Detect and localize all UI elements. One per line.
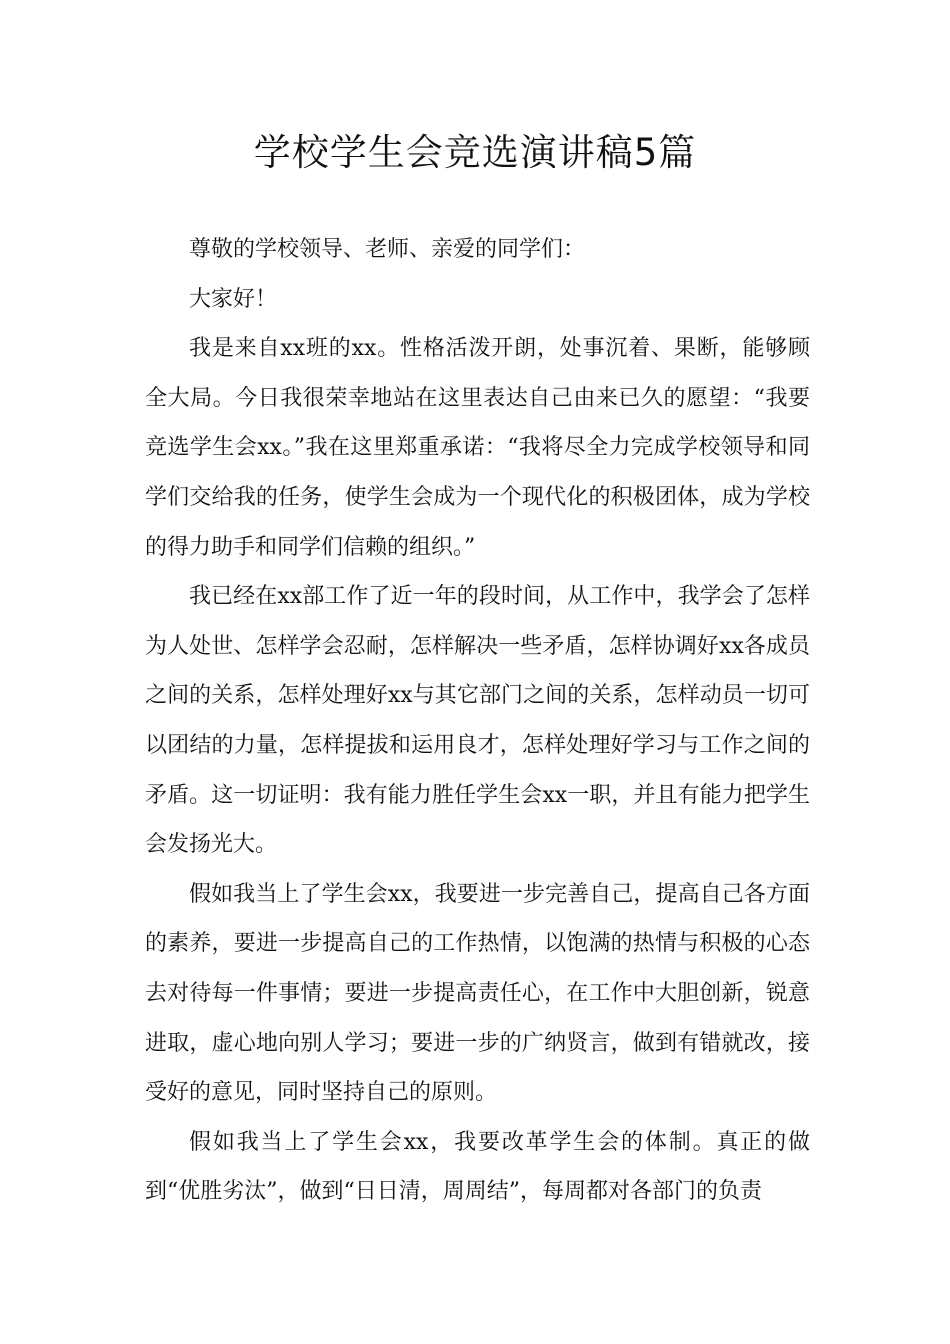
paragraph-self-improvement: 假如我当上了学生会xx，我要进一步完善自己，提高自己各方面的素养，要进一步提高自己的工作热情，以饱满的热情与积极的心态去对待每一件事情；要进一步提高责任心，在工作中大胆创新，锐意进取，虚心地向别人学习；要进一步的广纳贤言，做到有错就改，接受好的意见，同时坚持自己的原则。 [145, 881, 810, 1106]
document-title: 学校学生会竞选演讲稿5篇 [253, 131, 697, 174]
paragraph-reform: 假如我当上了学生会xx，我要改革学生会的体制。真正的做到“优胜劣汰”，做到“日日清，周周结”，每周都对各部门的负责 [145, 1129, 810, 1205]
paragraph-introduction: 我是来自xx班的xx。性格活泼开朗，处事沉着、果断，能够顾全大局。今日我很荣幸地站在这里表达自己由来已久的愿望：“我要竞选学生会xx。”我在这里郑重承诺：“我将尽全力完成学校领导和同学们交给我的任务，使学生会成为一个现代化的积极团体，成为学校的得力助手和同学们信赖的组织。” [145, 336, 810, 560]
salutation: 尊敬的学校领导、老师、亲爱的同学们： [189, 237, 586, 262]
paragraph-experience: 我已经在xx部工作了近一年的段时间，从工作中，我学会了怎样为人处世、怎样学会忍耐，怎样解决一些矛盾，怎样协调好xx各成员之间的关系，怎样处理好xx与其它部门之间的关系，怎样动员一切可以团结的力量，怎样提拔和运用良才，怎样处理好学习与工作之间的矛盾。这一切证明：我有能力胜任学生会xx一职，并且有能力把学生会发扬光大。 [145, 584, 810, 858]
greeting: 大家好！ [189, 286, 278, 312]
document-body [145, 225, 810, 1217]
